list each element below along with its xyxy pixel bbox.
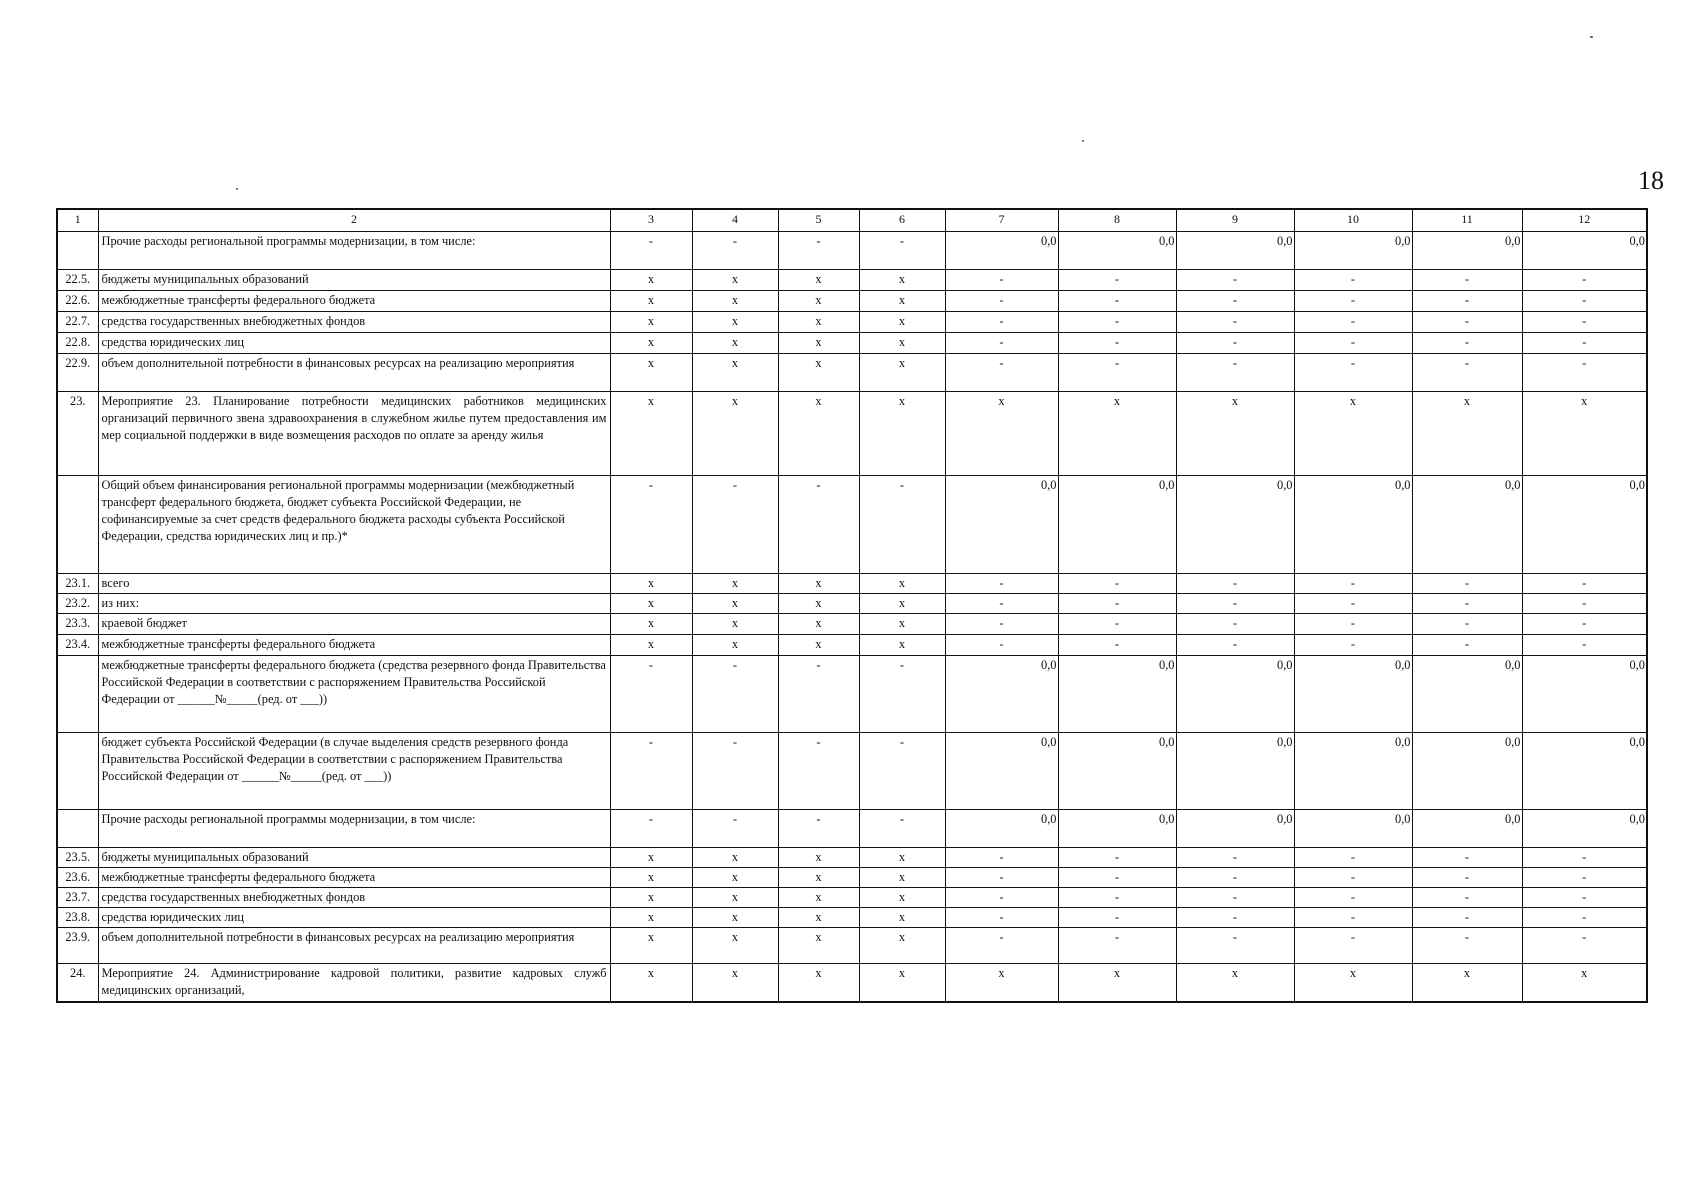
value-cell: - [1522,574,1647,594]
row-label: межбюджетные трансферты федерального бюджета [98,868,610,888]
value-cell: x [778,614,859,635]
table-row [57,476,1647,574]
value-cell: x [692,392,778,476]
value-cell: x [692,354,778,392]
row-label: бюджет субъекта Российской Федерации (в случае выделения средств резервного фонда Правительства Российской Федерации в соответствии с распоряжением Правительства Российской Федерации от ______№_____(ред. от ___)) [98,733,610,810]
value-cell: x [1058,964,1176,1002]
value-cell: x [692,964,778,1002]
row-label: средства государственных внебюджетных фондов [98,312,610,333]
column-header: 1 [57,209,98,232]
row-label: Мероприятие 23. Планирование потребности медицинских работников медицинских организаций первичного звена здравоохранения в служебном жилье путем предоставления им мер социальной поддержки в виде возмещения расходов по оплате за аренду жилья [98,392,610,476]
row-label: межбюджетные трансферты федерального бюджета (средства резервного фонда Правительства Российской Федерации в соответствии с распоряжением Правительства Российской Федерации от ______№_____(ред. от ___)) [98,656,610,733]
value-cell: 0,0 [1058,733,1176,810]
value-cell: - [945,614,1058,635]
table-row [57,868,1647,888]
value-cell: - [945,888,1058,908]
row-number [57,656,98,733]
value-cell: 0,0 [1294,476,1412,574]
value-cell: x [692,868,778,888]
value-cell: - [1176,908,1294,928]
value-cell: x [859,635,945,656]
table-row [57,888,1647,908]
value-cell: - [610,232,692,270]
row-number: 22.7. [57,312,98,333]
value-cell: - [1058,868,1176,888]
value-cell: 0,0 [1522,810,1647,848]
value-cell: x [692,888,778,908]
value-cell: x [610,312,692,333]
financing-table [56,208,1648,1003]
value-cell: 0,0 [1176,476,1294,574]
value-cell: 0,0 [1522,733,1647,810]
value-cell: - [1412,868,1522,888]
value-cell: - [1058,635,1176,656]
value-cell: x [1412,392,1522,476]
table-row [57,848,1647,868]
value-cell: - [692,232,778,270]
value-cell: x [1058,392,1176,476]
row-number [57,733,98,810]
value-cell: - [1176,291,1294,312]
value-cell: x [1294,392,1412,476]
value-cell: - [1522,635,1647,656]
value-cell: x [1522,964,1647,1002]
value-cell: x [859,868,945,888]
table-row [57,635,1647,656]
value-cell: x [610,928,692,964]
value-cell: - [778,733,859,810]
table-row [57,964,1647,1002]
table-row [57,232,1647,270]
value-cell: - [692,733,778,810]
value-cell: - [778,476,859,574]
value-cell: - [692,656,778,733]
value-cell: - [1294,354,1412,392]
value-cell: - [1058,908,1176,928]
value-cell: x [610,574,692,594]
value-cell: - [1412,908,1522,928]
value-cell: x [778,964,859,1002]
value-cell: x [692,291,778,312]
table-row [57,810,1647,848]
row-label: Прочие расходы региональной программы модернизации, в том числе: [98,810,610,848]
column-header: 11 [1412,209,1522,232]
value-cell: x [692,312,778,333]
value-cell: x [1294,964,1412,1002]
column-header: 4 [692,209,778,232]
value-cell: - [945,333,1058,354]
value-cell: - [610,656,692,733]
value-cell: x [778,868,859,888]
value-cell: - [1412,574,1522,594]
value-cell: x [610,392,692,476]
value-cell: - [945,270,1058,291]
value-cell: - [945,928,1058,964]
value-cell: - [945,594,1058,614]
value-cell: - [778,656,859,733]
value-cell: - [1412,333,1522,354]
value-cell: 0,0 [1176,733,1294,810]
row-number: 23.9. [57,928,98,964]
value-cell: x [778,848,859,868]
value-cell: - [1294,312,1412,333]
scan-speck [1590,36,1593,38]
row-number: 23.6. [57,868,98,888]
value-cell: 0,0 [1522,476,1647,574]
value-cell: - [1294,594,1412,614]
value-cell: - [610,733,692,810]
value-cell: - [1176,574,1294,594]
column-header: 9 [1176,209,1294,232]
row-label: краевой бюджет [98,614,610,635]
value-cell: - [1058,291,1176,312]
row-label: межбюджетные трансферты федерального бюджета [98,635,610,656]
row-number [57,476,98,574]
value-cell: x [859,888,945,908]
value-cell: - [1294,888,1412,908]
value-cell: x [778,574,859,594]
table-row [57,574,1647,594]
value-cell: - [1058,928,1176,964]
value-cell: x [610,908,692,928]
table-row [57,733,1647,810]
value-cell: - [1412,312,1522,333]
value-cell: 0,0 [1294,733,1412,810]
value-cell: 0,0 [1412,810,1522,848]
value-cell: - [1522,270,1647,291]
value-cell: - [1058,270,1176,291]
value-cell: x [859,291,945,312]
value-cell: - [1522,848,1647,868]
value-cell: - [778,810,859,848]
value-cell: - [1412,848,1522,868]
value-cell: - [945,354,1058,392]
row-number: 22.8. [57,333,98,354]
row-number: 23.8. [57,908,98,928]
value-cell: - [859,733,945,810]
table-row [57,594,1647,614]
column-header: 5 [778,209,859,232]
row-number: 22.6. [57,291,98,312]
column-header: 6 [859,209,945,232]
value-cell: - [1522,868,1647,888]
value-cell: x [610,594,692,614]
value-cell: - [692,810,778,848]
value-cell: - [1058,354,1176,392]
value-cell: 0,0 [1058,476,1176,574]
row-number: 23. [57,392,98,476]
value-cell: x [610,888,692,908]
value-cell: x [610,868,692,888]
value-cell: x [610,848,692,868]
row-number: 23.4. [57,635,98,656]
value-cell: - [1058,594,1176,614]
value-cell: - [1412,594,1522,614]
row-label: бюджеты муниципальных образований [98,270,610,291]
value-cell: 0,0 [1176,656,1294,733]
table-row [57,928,1647,964]
value-cell: x [945,964,1058,1002]
value-cell: - [1176,312,1294,333]
value-cell: 0,0 [1412,476,1522,574]
value-cell: 0,0 [1058,656,1176,733]
value-cell: x [778,908,859,928]
value-cell: x [692,270,778,291]
value-cell: x [610,964,692,1002]
value-cell: x [859,333,945,354]
value-cell: - [1412,354,1522,392]
value-cell: - [1058,848,1176,868]
value-cell: x [610,270,692,291]
value-cell: - [945,312,1058,333]
scan-speck [236,188,238,190]
value-cell: - [859,656,945,733]
value-cell: - [1522,888,1647,908]
value-cell: - [1176,868,1294,888]
value-cell: x [859,354,945,392]
value-cell: - [1294,291,1412,312]
value-cell: - [945,868,1058,888]
value-cell: - [1522,333,1647,354]
value-cell: - [1412,888,1522,908]
value-cell: - [945,908,1058,928]
row-label: объем дополнительной потребности в финансовых ресурсах на реализацию мероприятия [98,928,610,964]
value-cell: x [1176,964,1294,1002]
value-cell: 0,0 [1412,232,1522,270]
value-cell: x [859,848,945,868]
value-cell: x [859,270,945,291]
value-cell: - [1058,574,1176,594]
value-cell: 0,0 [945,656,1058,733]
value-cell: - [610,810,692,848]
value-cell: - [692,476,778,574]
table-row [57,908,1647,928]
value-cell: 0,0 [1176,810,1294,848]
value-cell: 0,0 [1522,656,1647,733]
value-cell: - [1522,908,1647,928]
value-cell: 0,0 [945,733,1058,810]
value-cell: - [1294,868,1412,888]
value-cell: 0,0 [1412,733,1522,810]
value-cell: - [778,232,859,270]
value-cell: - [859,232,945,270]
value-cell: x [692,928,778,964]
value-cell: - [1412,291,1522,312]
value-cell: x [778,333,859,354]
row-number: 23.3. [57,614,98,635]
value-cell: x [610,291,692,312]
value-cell: - [1522,354,1647,392]
column-header: 8 [1058,209,1176,232]
value-cell: x [945,392,1058,476]
value-cell: - [1522,312,1647,333]
value-cell: - [859,476,945,574]
value-cell: - [610,476,692,574]
scan-speck [1082,140,1084,142]
value-cell: x [1176,392,1294,476]
row-number: 23.2. [57,594,98,614]
value-cell: 0,0 [1058,810,1176,848]
table-body [57,209,1647,1002]
value-cell: x [778,635,859,656]
table-row [57,614,1647,635]
page-number: 18 [1638,166,1664,195]
value-cell: x [692,333,778,354]
value-cell: 0,0 [1294,232,1412,270]
value-cell: - [1522,614,1647,635]
value-cell: x [778,291,859,312]
value-cell: 0,0 [1176,232,1294,270]
row-number [57,810,98,848]
value-cell: x [859,614,945,635]
row-label: средства государственных внебюджетных фондов [98,888,610,908]
column-header: 7 [945,209,1058,232]
value-cell: - [1412,270,1522,291]
value-cell: - [859,810,945,848]
row-number: 23.1. [57,574,98,594]
column-header: 12 [1522,209,1647,232]
value-cell: 0,0 [945,232,1058,270]
value-cell: x [692,594,778,614]
value-cell: x [859,574,945,594]
row-number: 23.5. [57,848,98,868]
value-cell: - [1176,594,1294,614]
column-header: 2 [98,209,610,232]
value-cell: x [778,928,859,964]
value-cell: x [610,614,692,635]
value-cell: x [692,848,778,868]
value-cell: 0,0 [1412,656,1522,733]
value-cell: x [859,392,945,476]
value-cell: x [610,333,692,354]
value-cell: - [1522,291,1647,312]
value-cell: - [1522,594,1647,614]
value-cell: x [692,574,778,594]
value-cell: - [945,291,1058,312]
row-label: Общий объем финансирования региональной программы модернизации (межбюджетный трансферт федерального бюджета, бюджет субъекта Российской Федерации, не софинансируемые за счет средств федерального бюджета расходы субъекта Российской Федерации, средства юридических лиц и пр.)* [98,476,610,574]
value-cell: x [859,908,945,928]
value-cell: x [692,908,778,928]
value-cell: x [1412,964,1522,1002]
table-row [57,312,1647,333]
value-cell: x [692,614,778,635]
value-cell: - [1058,614,1176,635]
row-label: Прочие расходы региональной программы модернизации, в том числе: [98,232,610,270]
value-cell: x [1522,392,1647,476]
table-row [57,656,1647,733]
value-cell: x [859,928,945,964]
value-cell: - [1176,888,1294,908]
table-row [57,270,1647,291]
value-cell: - [1058,312,1176,333]
value-cell: - [1412,614,1522,635]
row-label: межбюджетные трансферты федерального бюджета [98,291,610,312]
value-cell: - [1058,888,1176,908]
row-number: 22.9. [57,354,98,392]
row-label: из них: [98,594,610,614]
value-cell: x [778,312,859,333]
value-cell: - [1294,270,1412,291]
value-cell: - [1176,635,1294,656]
row-label: всего [98,574,610,594]
value-cell: x [859,964,945,1002]
value-cell: - [1412,635,1522,656]
table-row [57,354,1647,392]
value-cell: x [778,594,859,614]
row-label: средства юридических лиц [98,333,610,354]
table-row [57,333,1647,354]
value-cell: 0,0 [1294,810,1412,848]
row-number [57,232,98,270]
value-cell: x [610,354,692,392]
row-label: средства юридических лиц [98,908,610,928]
value-cell: x [778,354,859,392]
value-cell: - [1294,908,1412,928]
row-number: 24. [57,964,98,1002]
value-cell: - [1176,848,1294,868]
value-cell: x [859,312,945,333]
value-cell: - [1294,848,1412,868]
value-cell: - [945,635,1058,656]
value-cell: - [1176,354,1294,392]
value-cell: 0,0 [1058,232,1176,270]
column-header: 3 [610,209,692,232]
value-cell: - [1522,928,1647,964]
row-number: 22.5. [57,270,98,291]
row-label: объем дополнительной потребности в финансовых ресурсах на реализацию мероприятия [98,354,610,392]
value-cell: - [945,848,1058,868]
value-cell: - [1176,333,1294,354]
value-cell: x [692,635,778,656]
value-cell: - [1176,270,1294,291]
value-cell: x [778,888,859,908]
value-cell: - [1294,635,1412,656]
header-row [57,209,1647,232]
value-cell: - [1294,333,1412,354]
value-cell: 0,0 [945,476,1058,574]
value-cell: - [1176,614,1294,635]
value-cell: - [1176,928,1294,964]
row-label: Мероприятие 24. Администрирование кадровой политики, развитие кадровых служб медицинских организаций, [98,964,610,1002]
value-cell: - [945,574,1058,594]
row-number: 23.7. [57,888,98,908]
column-header: 10 [1294,209,1412,232]
value-cell: - [1058,333,1176,354]
table-row [57,392,1647,476]
value-cell: 0,0 [1522,232,1647,270]
value-cell: 0,0 [945,810,1058,848]
value-cell: 0,0 [1294,656,1412,733]
row-label: бюджеты муниципальных образований [98,848,610,868]
value-cell: x [778,270,859,291]
value-cell: x [610,635,692,656]
value-cell: x [778,392,859,476]
value-cell: x [859,594,945,614]
value-cell: - [1294,574,1412,594]
value-cell: - [1294,928,1412,964]
value-cell: - [1294,614,1412,635]
table-row [57,291,1647,312]
value-cell: - [1412,928,1522,964]
